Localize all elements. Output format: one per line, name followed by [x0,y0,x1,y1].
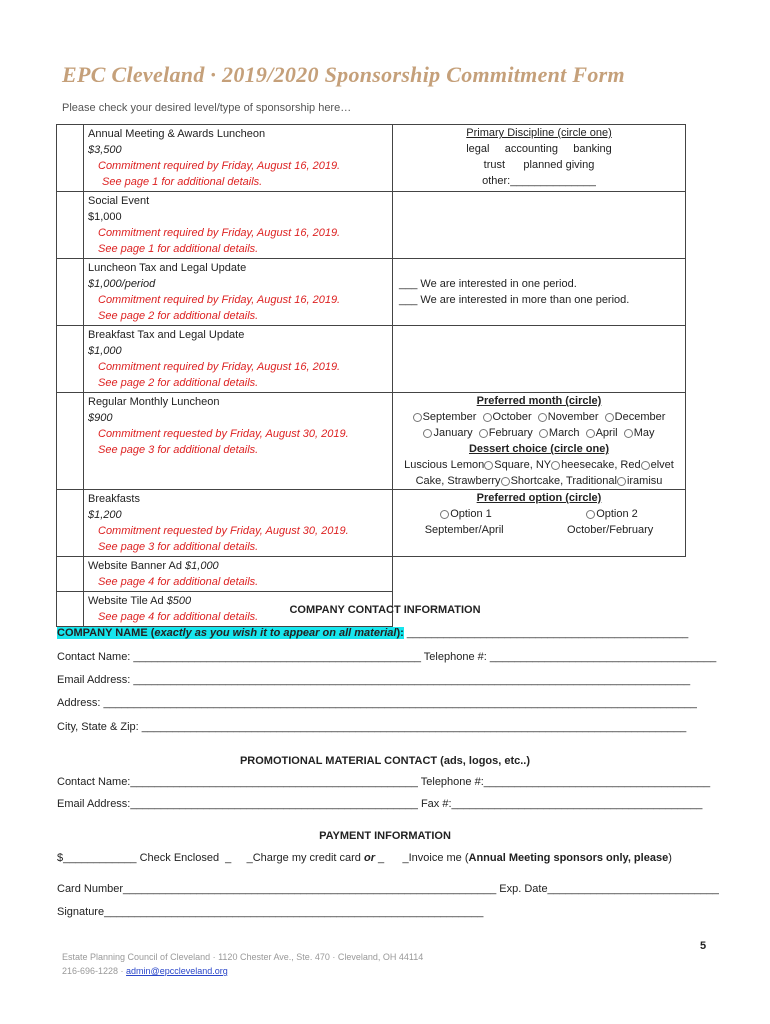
radio-october[interactable] [483,413,492,422]
payment-heading: PAYMENT INFORMATION [319,830,451,842]
radio-dessert-5[interactable] [617,477,626,486]
radio-january[interactable] [423,429,432,438]
radio-dessert-3[interactable] [641,461,650,470]
footer-address: Estate Planning Council of Cleveland · 1120 Chester Ave., Ste. 470 · Cleveland, OH 44114 [62,952,424,962]
checkbox-banner-ad[interactable] [57,557,84,592]
level-social-event: Social Event $1,000 Commitment required by Friday, August 16, 2019. See page 1 for additional details. [84,192,393,259]
page-number: 5 [700,940,707,952]
checkbox-breakfasts[interactable] [57,490,84,557]
period-cell: ___ We are interested in one period. ___ We are interested in more than one period. [393,259,686,326]
payment-method-line[interactable]: $____________ Check Enclosed _ _Charge my credit card or _ _Invoice me (Annual Meeting sponsors only, please) [57,852,672,864]
company-city-line[interactable]: City, State & Zip: _________________________________________________________________________________________ [57,721,687,733]
radio-february[interactable] [479,429,488,438]
radio-december[interactable] [605,413,614,422]
radio-may[interactable] [624,429,633,438]
option-cell: Preferred option (circle) Option 1 Option 2 September/April October/February [393,490,686,557]
sponsorship-table [56,124,686,627]
signature-line[interactable]: Signature______________________________________________________________ [57,906,484,918]
promo-contact-heading: PROMOTIONAL MATERIAL CONTACT (ads, logos, etc..) [239,755,531,767]
footer-contact: 216-696-1228 · admin@epccleveland.org [62,966,228,976]
checkbox-social-event[interactable] [57,192,84,259]
radio-option-1[interactable] [440,510,449,519]
radio-november[interactable] [538,413,547,422]
month-row-1: September October November December [393,409,685,425]
month-row-2: January February March April May [393,425,685,441]
level-breakfast-tax: Breakfast Tax and Legal Update $1,000 Commitment required by Friday, August 16, 2019. See page 2 for additional details. [84,326,393,393]
level-monthly-luncheon: Regular Monthly Luncheon $900 Commitment requested by Friday, August 30, 2019. See page 3 for additional details. [84,393,393,490]
radio-april[interactable] [586,429,595,438]
level-annual-meeting: Annual Meeting & Awards Luncheon $3,500 Commitment required by Friday, August 16, 2019. See page 1 for additional details. [84,125,393,192]
radio-march[interactable] [539,429,548,438]
footer-email-link[interactable]: admin@epccleveland.org [126,966,228,976]
form-subtitle: Please check your desired level/type of sponsorship here… [62,102,352,114]
company-name-field[interactable]: COMPANY NAME (exactly as you wish it to appear on all material): ______________________________________________ [57,627,689,639]
checkbox-breakfast-tax[interactable] [57,326,84,393]
checkbox-annual-meeting[interactable] [57,125,84,192]
month-dessert-cell: Preferred month (circle) September October November December January February March April May Dessert choice (circle one) Luscious Lemon Square, NY heesecake, Red elvet Cake, Strawberry Shortcake, Traditional iramisu [393,393,686,490]
promo-email-line[interactable]: Email Address:_______________________________________________ Fax #:_________________________________________ [57,798,703,810]
form-title: EPC Cleveland · 2019/2020 Sponsorship Commitment Form [62,62,625,87]
radio-september[interactable] [413,413,422,422]
level-tile-ad: Website Tile Ad $500 See page 4 for additional details. [84,592,393,627]
level-breakfasts: Breakfasts $1,200 Commitment requested by Friday, August 30, 2019. See page 3 for additional details. [84,490,393,557]
level-luncheon-tax: Luncheon Tax and Legal Update $1,000/period Commitment required by Friday, August 16, 2019. See page 2 for additional details. [84,259,393,326]
company-contact-line[interactable]: Contact Name: _______________________________________________ Telephone #: _____________________________________ [57,651,717,663]
company-email-line[interactable]: Email Address: ___________________________________________________________________________________________ [57,674,691,686]
radio-dessert-2[interactable] [551,461,560,470]
radio-dessert-4[interactable] [501,477,510,486]
radio-dessert-1[interactable] [484,461,493,470]
card-number-line[interactable]: Card Number_____________________________________________________________ Exp. Date____________________________ [57,883,719,895]
promo-contact-line[interactable]: Contact Name:_______________________________________________ Telephone #:_____________________________________ [57,776,711,788]
radio-option-2[interactable] [586,510,595,519]
level-banner-ad: Website Banner Ad $1,000 See page 4 for additional details. [84,557,393,592]
company-address-line[interactable]: Address: _________________________________________________________________________________________________ [57,697,697,709]
checkbox-luncheon-tax[interactable] [57,259,84,326]
company-contact-heading: COMPANY CONTACT INFORMATION [289,604,481,616]
checkbox-monthly-luncheon[interactable] [57,393,84,490]
discipline-cell: Primary Discipline (circle one) legal accounting banking trust planned giving other:______________ [393,125,686,192]
